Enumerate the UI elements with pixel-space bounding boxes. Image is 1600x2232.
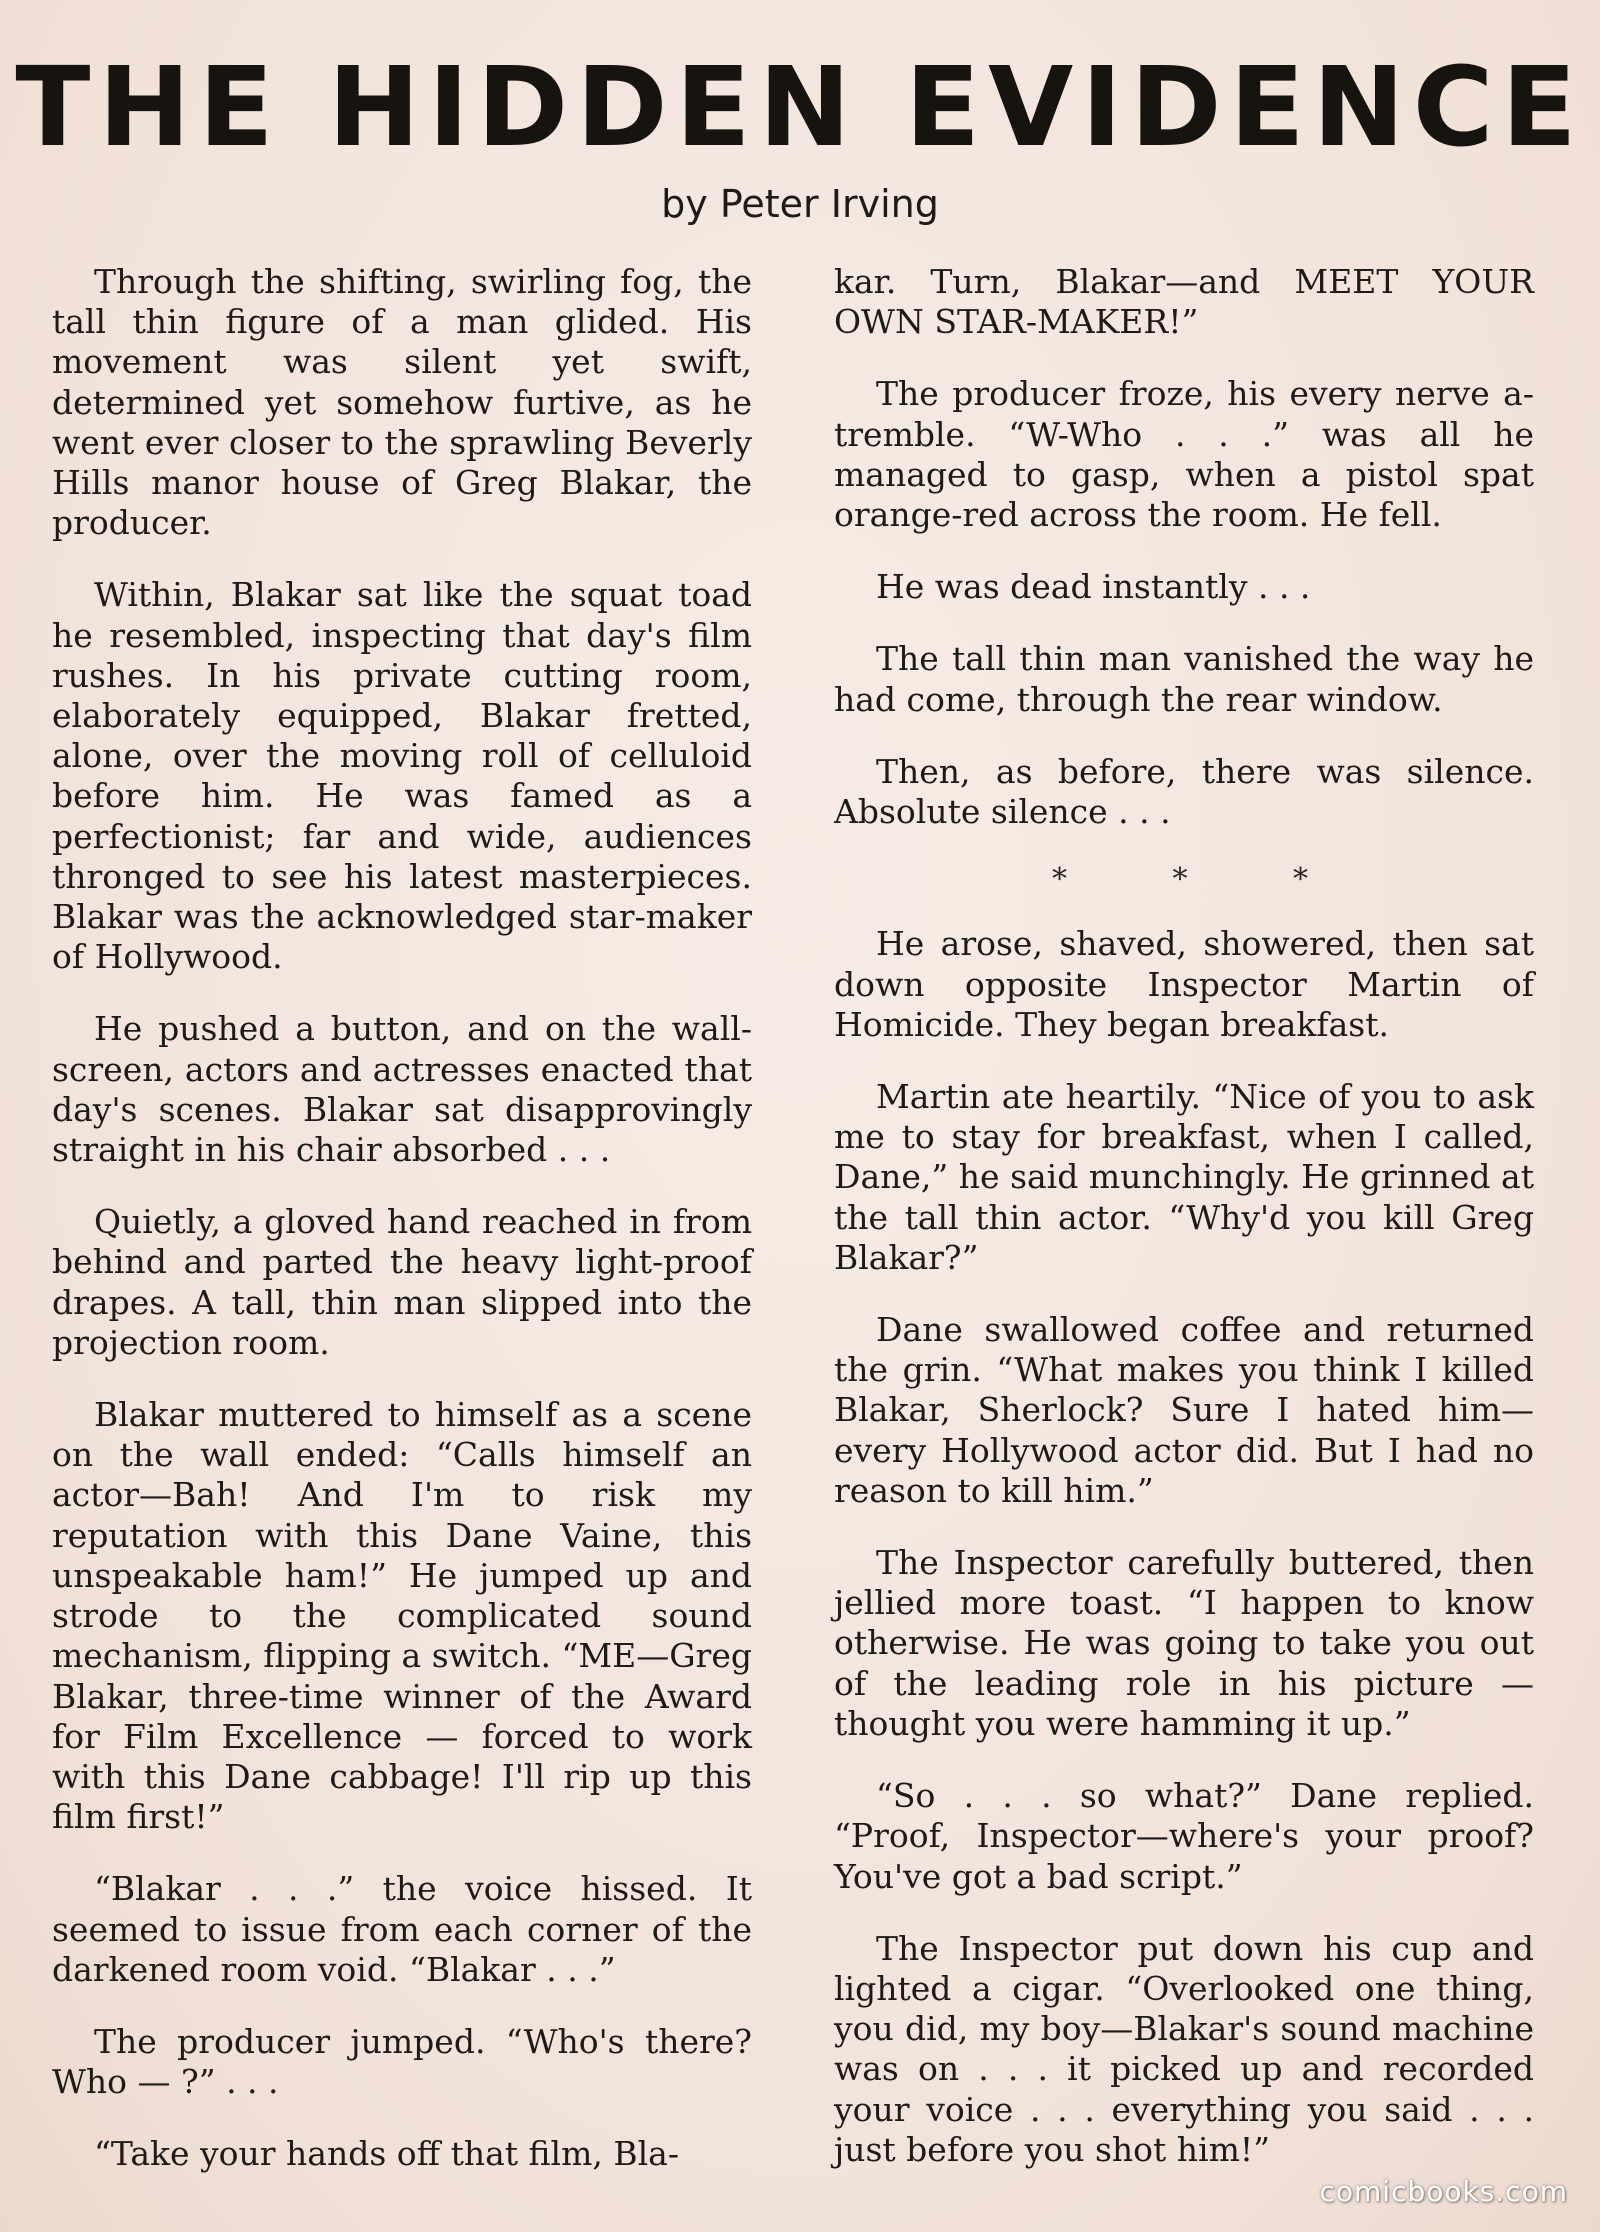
author-byline: by Peter Irving bbox=[661, 182, 939, 226]
paragraph: “Take your hands off that film, Bla- bbox=[94, 2134, 679, 2174]
paragraph: He pushed a button, and on the wall-screen, actors and actresses enacted that day's scenes. Blakar sat disapprovingly straight in his chair absorbed . . . bbox=[52, 1009, 752, 1170]
paragraph: Then, as before, there was silence. Absolute silence . . . bbox=[834, 751, 1534, 832]
section-separator: * * * bbox=[1051, 862, 1357, 898]
paragraph: Blakar muttered to himself as a scene on the wall ended: “Calls himself an actor—Bah! And I'm to risk my reputation with this Dane Vaine, this unspeakable ham!” He jumped up and strode to the complicated sound mechanism, flipping a switch. “ME—Greg Blakar, three-time winner of the Award for Film Excellence — forced to work with this Dane cabbage! I'll rip up this film first!” bbox=[52, 1395, 752, 1837]
paragraph: He arose, shaved, showered, then sat down opposite Inspector Martin of Homicide. They began breakfast. bbox=[834, 924, 1534, 1044]
paragraph: Quietly, a gloved hand reached in from behind and parted the heavy light-proof drapes. A tall, thin man slipped into the projection room. bbox=[52, 1202, 752, 1362]
paragraph: He was dead instantly . . . bbox=[876, 567, 1311, 607]
left-column bbox=[52, 262, 752, 2207]
paragraph: Within, Blakar sat like the squat toad he resembled, inspecting that day's film rushes. In his private cutting room, elaborately equipped, Blakar fretted, alone, over the moving roll of celluloid before him. He was famed as a perfectionist; far and wide, audiences thronged to see his latest masterpieces. Blakar was the acknowledged star-maker of Hollywood. bbox=[52, 575, 752, 977]
paragraph: The Inspector put down his cup and lighted a cigar. “Overlooked one thing, you did, my boy—Blakar's sound machine was on . . . it picked up and recorded your voice . . . everything you said . . . just before you shot him!” bbox=[834, 1928, 1534, 2169]
site-watermark: comicbooks.com bbox=[1319, 2175, 1568, 2208]
paragraph: “Blakar . . .” the voice hissed. It seemed to issue from each corner of the darkened room void. “Blakar . . .” bbox=[52, 1869, 752, 1989]
paragraph: The producer froze, his every nerve a-tremble. “W-Who . . .” was all he managed to gasp, when a pistol spat orange-red across the room. He fell. bbox=[834, 374, 1534, 535]
paragraph: The tall thin man vanished the way he had come, through the rear window. bbox=[834, 639, 1534, 719]
paragraph: Martin ate heartily. “Nice of you to ask me to stay for breakfast, when I called, Dane,” he said munchingly. He grinned at the tall thin actor. “Why'd you kill Greg Blakar?” bbox=[834, 1077, 1534, 1277]
paragraph: The producer jumped. “Who's there? Who — ?” . . . bbox=[52, 2021, 752, 2102]
paragraph-continuation: kar. Turn, Blakar—and MEET YOUR OWN STAR-MAKER!” bbox=[834, 262, 1534, 342]
right-column bbox=[834, 262, 1534, 2202]
paragraph: “So . . . so what?” Dane replied. “Proof, Inspector—where's your proof? You've got a bad script.” bbox=[834, 1776, 1534, 1896]
paragraph: Through the shifting, swirling fog, the tall thin figure of a man glided. His movement was silent yet swift, determined yet somehow furtive, as he went ever closer to the sprawling Beverly Hills manor house of Greg Blakar, the producer. bbox=[52, 262, 752, 543]
paragraph: Dane swallowed coffee and returned the grin. “What makes you think I killed Blakar, Sherlock? Sure I hated him—every Hollywood actor did. But I had no reason to kill him.” bbox=[834, 1310, 1534, 1510]
paragraph: The Inspector carefully buttered, then jellied more toast. “I happen to know otherwise. He was going to take you out of the leading role in his picture — thought you were hamming it up.” bbox=[834, 1543, 1534, 1743]
story-title: THE HIDDEN EVIDENCE bbox=[15, 43, 1585, 171]
